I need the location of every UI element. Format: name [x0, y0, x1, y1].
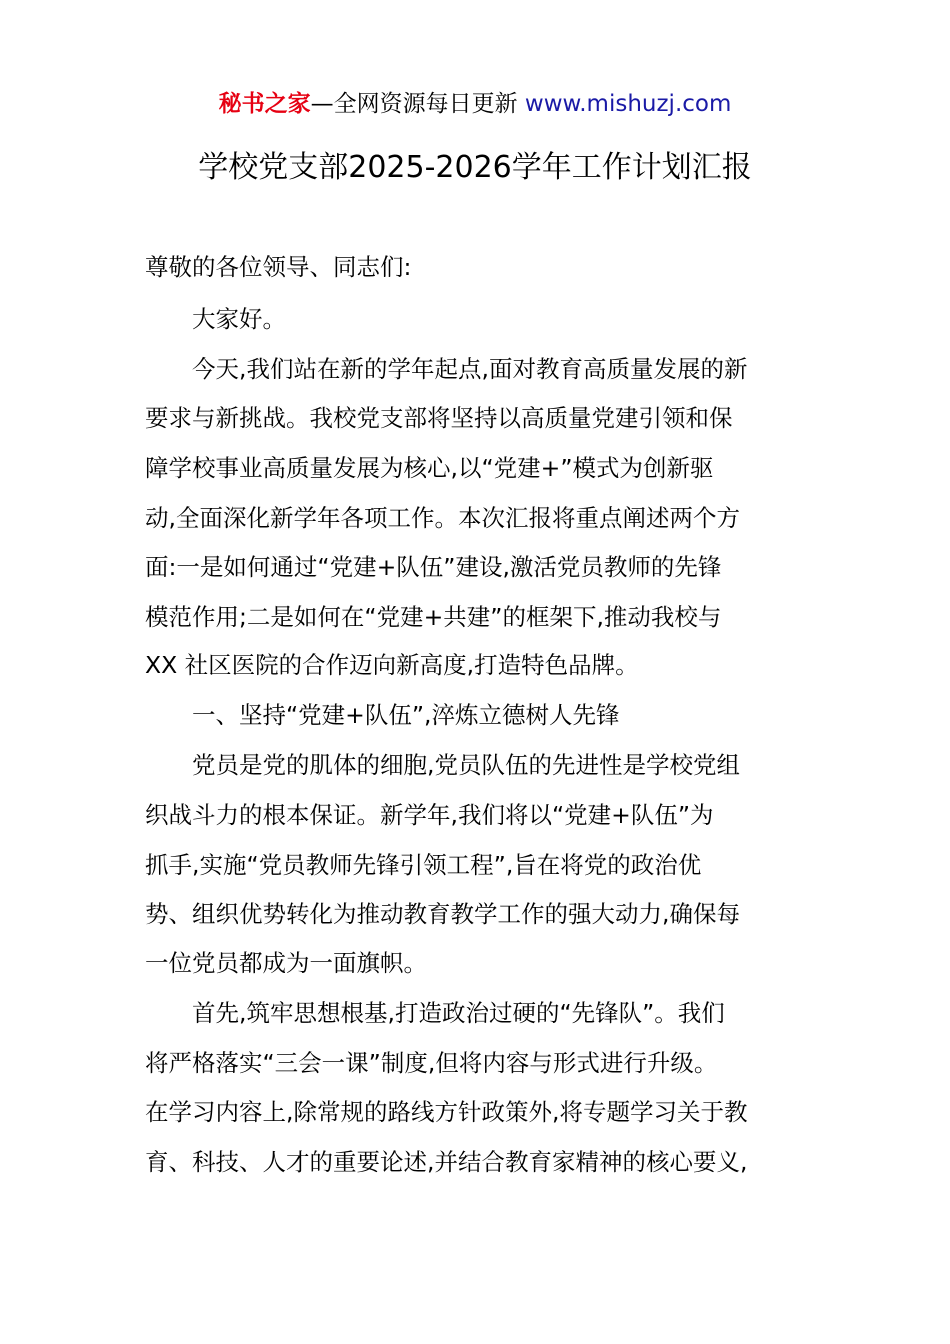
- body-line: 要求与新挑战。我校党支部将坚持以高质量党建引领和保: [145, 404, 733, 432]
- body-line: 势、组织优势转化为推动教育教学工作的强大动力,确保每: [145, 900, 740, 928]
- body-line: 织战斗力的根本保证。新学年,我们将以“党建+队伍”为: [145, 801, 714, 829]
- body-line: XX 社区医院的合作迈向新高度,打造特色品牌。: [145, 651, 639, 679]
- body-line: 障学校事业高质量发展为核心,以“党建+”模式为创新驱: [145, 454, 714, 482]
- site-header: [0, 86, 950, 122]
- body-line: 面:一是如何通过“党建+队伍”建设,激活党员教师的先锋: [145, 553, 722, 581]
- site-tagline: —全网资源每日更新: [310, 91, 518, 117]
- body-line: 模范作用;二是如何在“党建+共建”的框架下,推动我校与: [145, 603, 722, 631]
- body-line: 在学习内容上,除常规的路线方针政策外,将专题学习关于教: [145, 1098, 748, 1126]
- body-line: 育、科技、人才的重要论述,并结合教育家精神的核心要义,: [145, 1148, 748, 1176]
- body-line: 一位党员都成为一面旗帜。: [145, 949, 427, 977]
- section-heading: 一、坚持“党建+队伍”,淬炼立德树人先锋: [192, 701, 620, 729]
- site-brand: 秘书之家: [218, 91, 311, 117]
- greeting-line: 大家好。: [192, 305, 286, 333]
- body-line: 抓手,实施“党员教师先锋引领工程”,旨在将党的政治优: [145, 851, 702, 879]
- body-line: 党员是党的肌体的细胞,党员队伍的先进性是学校党组: [192, 751, 740, 779]
- body-line: 首先,筑牢思想根基,打造政治过硬的“先锋队”。我们: [192, 999, 725, 1027]
- document-title: 学校党支部2025-2026学年工作计划汇报: [198, 150, 752, 185]
- site-url-link[interactable]: www.mishuzj.com: [524, 91, 732, 117]
- body-line: 今天,我们站在新的学年起点,面对教育高质量发展的新: [192, 355, 748, 383]
- salutation-line: 尊敬的各位领导、同志们:: [145, 253, 412, 281]
- body-line: 将严格落实“三会一课”制度,但将内容与形式进行升级。: [145, 1049, 718, 1077]
- body-line: 动,全面深化新学年各项工作。本次汇报将重点阐述两个方: [145, 504, 740, 532]
